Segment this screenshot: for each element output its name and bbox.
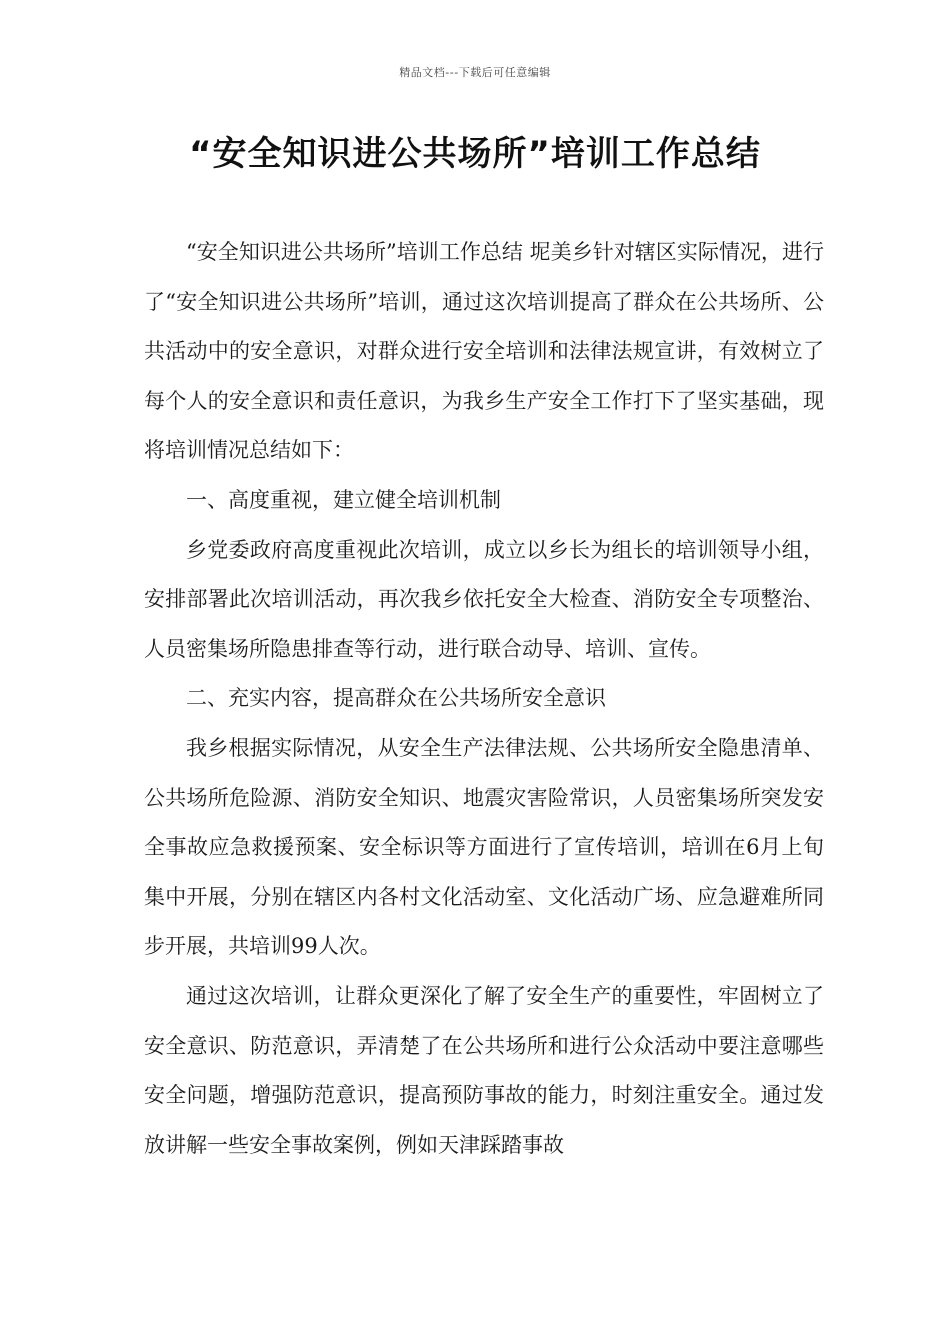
- section-heading-2: 二、充实内容，提高群众在公共场所安全意识: [186, 686, 606, 711]
- paragraph-results: 通过这次培训，让群众更深化了解了安全生产的重要性，牢固树立了安全意识、防范意识，弄清楚了在公共场所和进行公众活动中要注意哪些安全问题，增强防范意识，提高预防事故的能力，时刻注重安全。通过发放讲解一些安全事故案例，例如天津踩踏事故: [144, 983, 824, 1157]
- document-title: “安全知识进公共场所”培训工作总结: [189, 134, 761, 174]
- section-heading-1: 一、高度重视，建立健全培训机制: [186, 487, 501, 512]
- paragraph-section-1: 乡党委政府高度重视此次培训，成立以乡长为组长的培训领导小组，安排部署此次培训活动，再次我乡依托安全大检查、消防安全专项整治、人员密集场所隐患排查等行动，进行联合动导、培训、宣传。: [144, 537, 824, 661]
- paragraph-intro: “安全知识进公共场所”培训工作总结 坭美乡针对辖区实际情况，进行了“安全知识进公共场所”培训，通过这次培训提高了群众在公共场所、公共活动中的安全意识，对群众进行安全培训和法律法规宣讲，有效树立了每个人的安全意识和责任意识，为我乡生产安全工作打下了坚实基础，现将培训情况总结如下：: [144, 240, 824, 463]
- document-body: [144, 228, 824, 1170]
- paragraph-section-2: 我乡根据实际情况，从安全生产法律法规、公共场所安全隐患清单、公共场所危险源、消防安全知识、地震灾害险常识，人员密集场所突发安全事故应急救援预案、安全标识等方面进行了宣传培训，培训在6月上旬集中开展，分别在辖区内各村文化活动室、文化活动广场、应急避难所同步开展，共培训99人次。: [144, 735, 824, 959]
- header-note: 精品文档---下载后可任意编辑: [399, 66, 551, 79]
